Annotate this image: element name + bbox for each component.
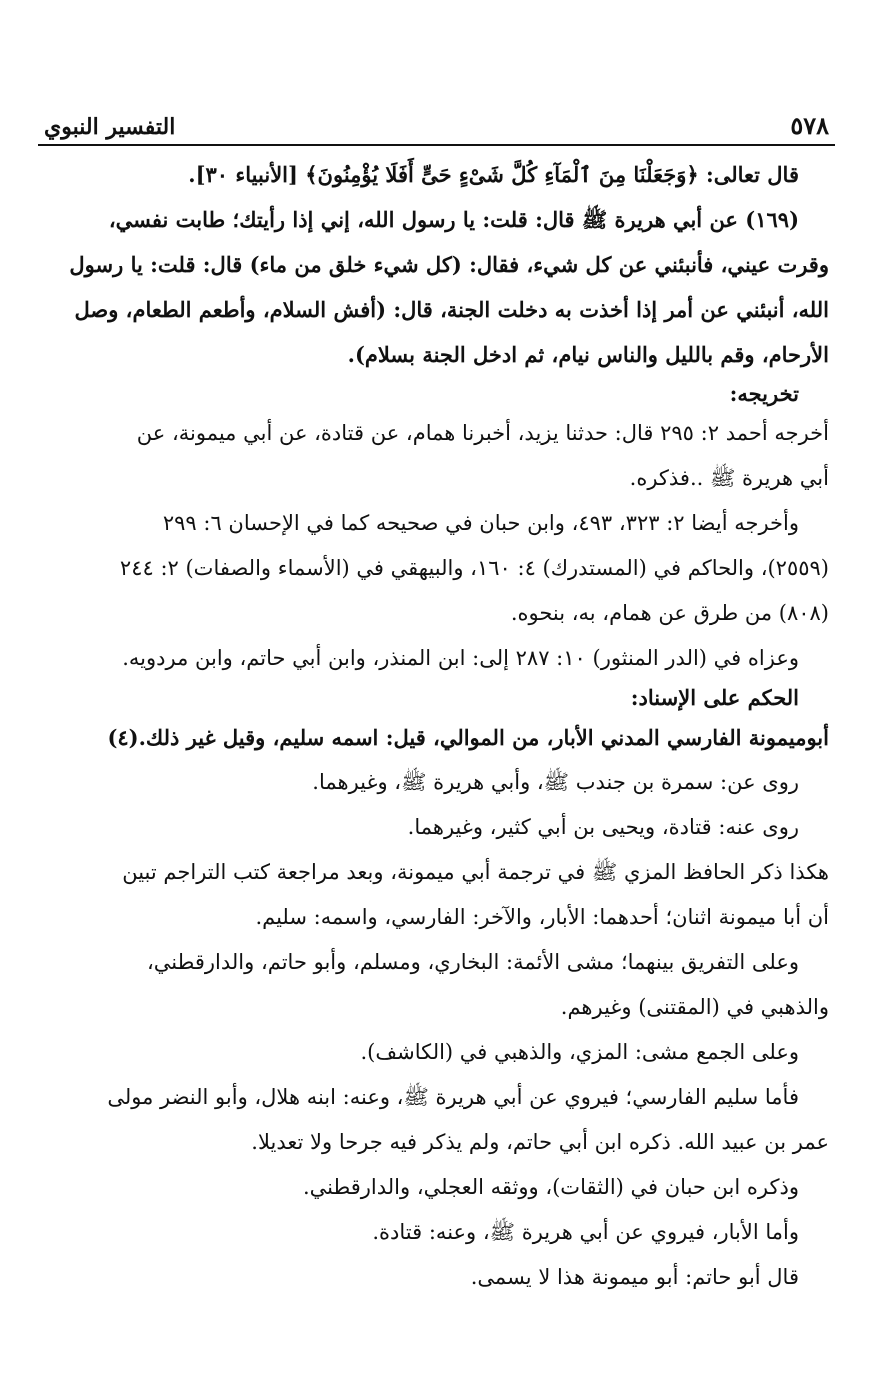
text-line: وأما الأبار، فيروي عن أبي هريرة ﷺ، وعنه: قتادة.: [372, 1220, 799, 1244]
text-line: فأما سليم الفارسي؛ فيروي عن أبي هريرة ﷺ، وعنه: ابنه هلال، وأبو النضر مولى: [107, 1085, 799, 1109]
section-heading: تخريجه:: [729, 381, 799, 406]
text-line: عمر بن عبيد الله. ذكره ابن أبي حاتم، ولم يذكر فيه جرحا ولا تعديلا.: [251, 1130, 829, 1154]
page-header: [38, 104, 835, 146]
text-line: أخرجه أحمد ٢: ٢٩٥ قال: حدثنا يزيد، أخبرنا همام، عن قتادة، عن أبي ميمونة، عن: [136, 421, 829, 445]
text-line: وعلى الجمع مشى: المزي، والذهبي في (الكاشف).: [360, 1040, 799, 1064]
text-line: روى عنه: قتادة، ويحيى بن أبي كثير، وغيرهما.: [407, 815, 799, 839]
text-line: والذهبي في (المقتنى) وغيرهم.: [560, 995, 829, 1019]
text-line: قال أبو حاتم: أبو ميمونة هذا لا يسمى.: [470, 1265, 799, 1289]
text-line: قال تعالى: ﴿وَجَعَلْنَا مِنَ ٱلْمَآءِ كُلَّ شَىْءٍ حَىٍّ أَفَلَا يُؤْمِنُونَ﴾ [الأنبياء ٣٠].: [188, 162, 799, 187]
text-line: وقرت عيني، فأنبئني عن كل شيء، فقال: (كل شيء خلق من ماء) قال: قلت: يا رسول: [69, 252, 829, 277]
text-line: (٢٥٥٩)، والحاكم في (المستدرك) ٤: ١٦٠، والبيهقي في (الأسماء والصفات) ٢: ٢٤٤: [119, 556, 829, 580]
text-line: (٨٠٨) من طرق عن همام، به، بنحوه.: [510, 601, 829, 625]
text-line: روى عن: سمرة بن جندب ﷺ، وأبي هريرة ﷺ، وغيرهما.: [312, 770, 799, 794]
page-number: ٥٧٨: [790, 111, 829, 140]
text-line: (١٦٩) عن أبي هريرة ﷺ قال: قلت: يا رسول الله، إني إذا رأيتك؛ طابت نفسي،: [108, 207, 799, 232]
page-body: [44, 152, 829, 1300]
section-heading: الحكم على الإسناد:: [630, 685, 799, 710]
text-line: هكذا ذكر الحافظ المزي ﷺ في ترجمة أبي ميمونة، وبعد مراجعة كتب التراجم تبين: [122, 860, 829, 884]
text-line: وذكره ابن حبان في (الثقات)، ووثقه العجلي، والدارقطني.: [303, 1175, 799, 1199]
text-line: أبي هريرة ﷺ ..فذكره.: [629, 466, 829, 490]
text-line: الله، أنبئني عن أمر إذا أخذت به دخلت الجنة، قال: (أفش السلام، وأطعم الطعام، وصل: [74, 297, 829, 322]
running-title: التفسير النبوي: [44, 114, 176, 140]
text-line: وأخرجه أيضا ٢: ٣٢٣، ٤٩٣، وابن حبان في صحيحه كما في الإحسان ٦: ٢٩٩: [162, 511, 799, 535]
text-line: وعزاه في (الدر المنثور) ١٠: ٢٨٧ إلى: ابن المنذر، وابن أبي حاتم، وابن مردويه.: [122, 646, 799, 670]
text-line: الأرحام، وقم بالليل والناس نيام، ثم ادخل الجنة بسلام).: [347, 342, 829, 367]
text-line: وعلى التفريق بينهما؛ مشى الأئمة: البخاري، ومسلم، وأبو حاتم، والدارقطني،: [147, 950, 799, 974]
text-line: أن أبا ميمونة اثنان؛ أحدهما: الأبار، والآخر: الفارسي، واسمه: سليم.: [255, 905, 829, 929]
text-line: أبوميمونة الفارسي المدني الأبار، من الموالي، قيل: اسمه سليم، وقيل غير ذلك.(٤): [107, 725, 829, 750]
